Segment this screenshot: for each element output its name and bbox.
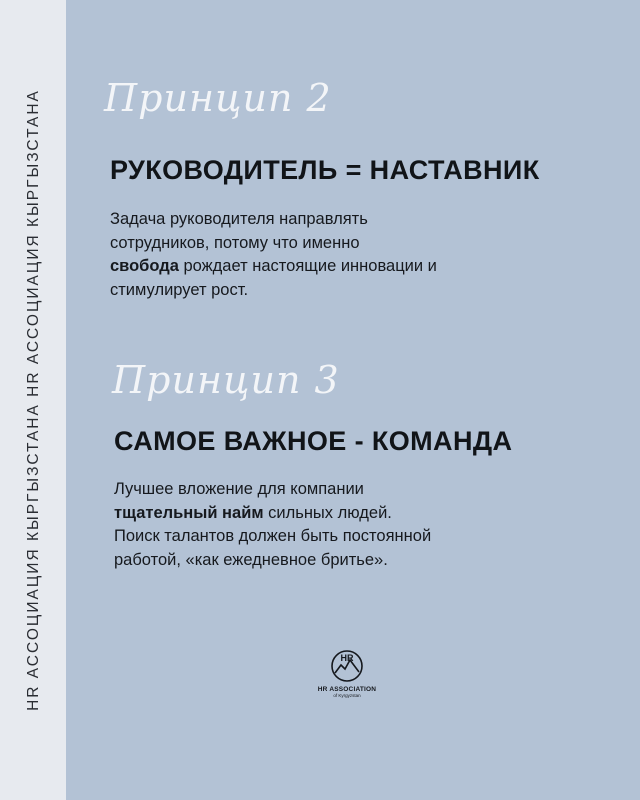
body-line: сотрудников, потому что именно xyxy=(110,233,360,252)
bold-phrase: тщательный найм xyxy=(114,503,264,522)
body-line xyxy=(110,255,437,279)
body-line: Поиск талантов должен быть постоянной xyxy=(114,527,432,545)
logo-mark-icon xyxy=(329,648,365,684)
body-line: стимулирует рост. xyxy=(110,280,249,299)
body-line: Лучшее вложение для компании xyxy=(114,480,364,498)
logo-mark-text: HR xyxy=(340,653,354,663)
principle-3-script-title: Принцип 3 xyxy=(112,358,340,402)
side-strip xyxy=(0,0,66,800)
body-line-rest: рождает настоящие инновации и xyxy=(178,257,437,275)
body-line: работой, «как ежедневное бритье». xyxy=(114,550,388,569)
bold-phrase: свобода xyxy=(110,257,179,275)
logo-name: HR ASSOCIATION xyxy=(317,686,377,693)
principle-3-body xyxy=(114,478,431,572)
logo-subtitle: of Kyrgyzstan xyxy=(333,693,361,698)
body-line: Задача руководителя направлять xyxy=(110,210,368,228)
principle-2-body xyxy=(110,208,437,302)
body-line xyxy=(114,502,431,526)
principle-2-heading: РУКОВОДИТЕЛЬ = НАСТАВНИК xyxy=(110,155,540,185)
principle-3-heading: САМОЕ ВАЖНОЕ - КОМАНДА xyxy=(114,426,513,456)
body-line-rest: сильных людей. xyxy=(263,503,392,522)
hr-association-logo xyxy=(302,648,392,698)
vertical-side-label: HR АССОЦИАЦИЯ КЫРГЫЗСТАНА HR АССОЦИАЦИЯ КЫРГЫЗСТАНА xyxy=(25,89,42,711)
principle-2-script-title: Принцип 2 xyxy=(104,76,332,120)
